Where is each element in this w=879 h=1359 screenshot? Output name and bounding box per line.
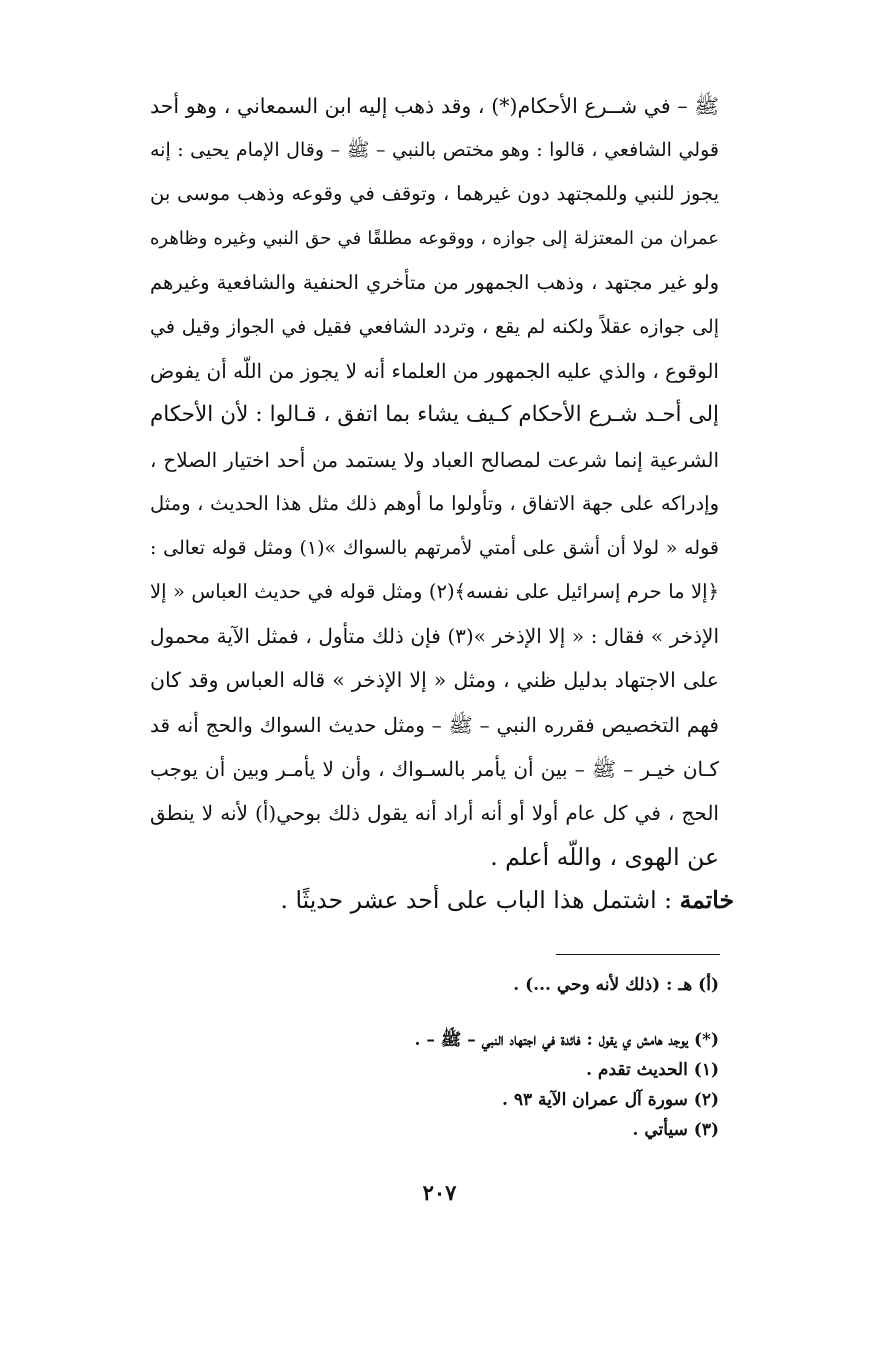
text-line: وإدراكه على جهة الاتفاق ، وتأولوا ما أوهم ذلك مثل هذا الحديث ، ومثل <box>150 491 719 515</box>
text-line: الوقوع ، والذي عليه الجمهور من العلماء أنه لا يجوز من اللّه أن يفوض <box>149 359 719 384</box>
footnote: (*) يوجد هامش ي يقول : فائدة في اجتهاد النبي – ﷺ – . <box>414 1030 719 1050</box>
text-line: ﴿إلا ما حرم إسرائيل على نفسه﴾(٢) ومثل قوله في حديث العباس « إلا <box>150 580 720 604</box>
footnote: (١) الحديث تقدم . <box>586 1060 719 1080</box>
text-line: كـان خيـر – ﷺ – بين أن يأمر بالسـواك ، وأن لا يأمـر وبين أن يوجب <box>150 756 719 781</box>
footnote: (٣) سيأتي . <box>632 1120 719 1140</box>
footnote-list <box>150 1025 719 1145</box>
conclusion <box>150 878 734 922</box>
text-line: على الاجتهاد بدليل ظني ، ومثل « إلا الإذخر » قاله العباس وقد كان <box>150 668 719 693</box>
text-line: عمران من المعتزلة إلى جوازه ، ووقوعه مطلقًا في حق النبي وغيره وظاهره <box>150 227 719 249</box>
text-line: قوله « لولا أن أشق على أمتي لأمرتهم بالسواك »(١) ومثل قوله تعالى : <box>150 536 719 559</box>
text-line: ﷺ – في شــرع الأحكام(*) ، وقد ذهب إليه ابن السمعاني ، وهو أحد <box>150 94 719 118</box>
variant-footnote: (أ) هـ : (ذلك لأنه وحي ...) . <box>513 975 719 995</box>
text-line: ولو غير مجتهد ، وذهب الجمهور من متأخري الحنفية والشافعية وغيرهم <box>150 270 719 294</box>
text-line: إلى جوازه عقلاً ولكنه لم يقع ، وتردد الشافعي فقيل في الجواز وقيل في <box>150 315 719 338</box>
text-line: يجوز للنبي وللمجتهد دون غيرهما ، وتوقف في وقوعه وذهب موسى بن <box>150 182 719 206</box>
text-line: عن الهوى ، واللّه أعلم . <box>490 843 719 872</box>
text-line: الإذخر » فقال : « إلا الإذخر »(٣) فإن ذلك متأول ، فمثل الآية محمول <box>150 624 720 649</box>
conclusion-label: خاتمة <box>679 886 734 914</box>
main-text <box>150 84 719 879</box>
conclusion-text: : اشتمل هذا الباب على أحد عشر حديثًا . <box>280 886 680 914</box>
text-line: إلى أحـد شـرع الأحكام كـيف يشاء بما اتفق ، قـالوا : لأن الأحكام <box>150 402 719 428</box>
text-line: قولي الشافعي ، قالوا : وهو مختص بالنبي – ﷺ – وقال الإمام يحيى : إنه <box>150 139 719 162</box>
footnote: (٢) سورة آل عمران الآية ٩٣ . <box>502 1090 719 1110</box>
text-line: فهم التخصيص فقرره النبي – ﷺ – ومثل حديث السواك والحج أنه قد <box>150 712 719 737</box>
text-line: الحج ، في كل عام أولا أو أنه أراد أنه يقول ذلك بوحي(أ) لأنه لا ينطق <box>150 801 719 825</box>
footnote-divider <box>556 954 720 955</box>
text-line: الشرعية إنما شرعت لمصالح العباد ولا يستمد من أحد اختيار الصلاح ، <box>150 447 719 472</box>
page-number: ٢٠٧ <box>422 1180 457 1205</box>
